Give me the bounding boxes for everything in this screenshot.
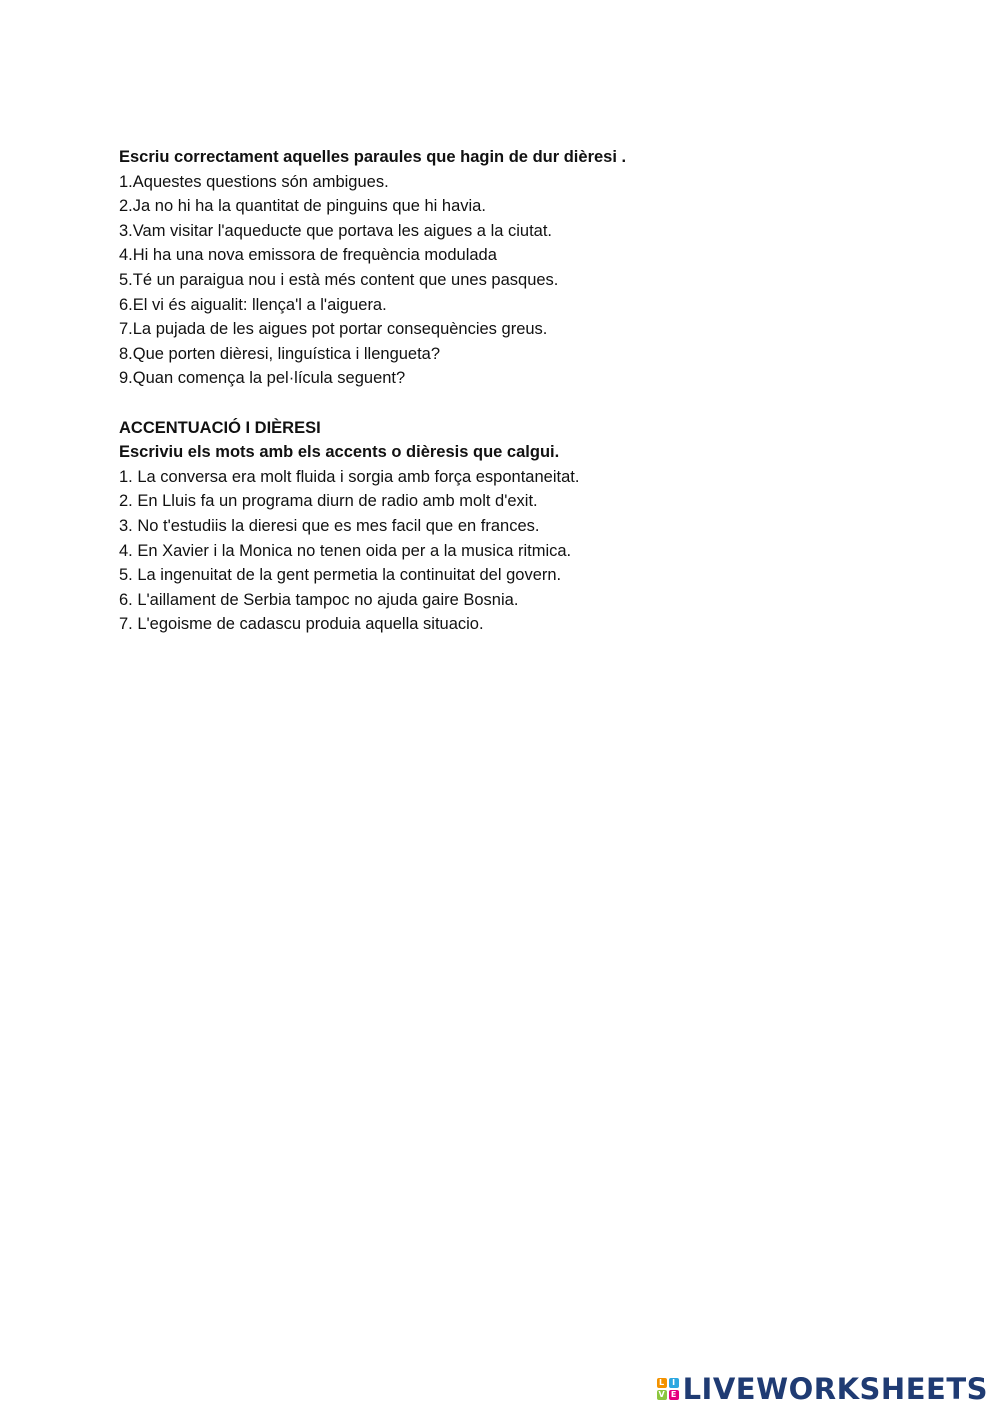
liveworksheets-logo-icon bbox=[657, 1378, 679, 1400]
section1-item-1: 1.Aquestes questions són ambigues. bbox=[119, 172, 389, 191]
logo-letter-l: L bbox=[657, 1378, 667, 1388]
section2-item-3: 3. No t'estudiis la dieresi que es mes facil que en frances. bbox=[119, 516, 540, 535]
logo-letter-v: V bbox=[658, 1390, 665, 1399]
section1-item-5: 5.Té un paraigua nou i està més content que unes pasques. bbox=[119, 270, 559, 289]
section2-item-2: 2. En Lluis fa un programa diurn de radio amb molt d'exit. bbox=[119, 492, 538, 511]
liveworksheets-logo-text: LIVEWORKSHEETS bbox=[682, 1372, 988, 1406]
logo-letter-e: E bbox=[669, 1390, 679, 1400]
section2-title: ACCENTUACIÓ I DIÈRESI bbox=[119, 418, 321, 437]
section1-item-4: 4.Hi ha una nova emissora de frequència modulada bbox=[119, 246, 497, 265]
worksheet-content bbox=[119, 145, 879, 637]
section2-item-1: 1. La conversa era molt fluida i sorgia amb força espontaneitat. bbox=[119, 467, 580, 486]
section2-item-5: 5. La ingenuitat de la gent permetia la continuitat del govern. bbox=[119, 566, 562, 585]
section2-item-6: 6. L'aillament de Serbia tampoc no ajuda gaire Bosnia. bbox=[119, 590, 519, 609]
section1-item-6: 6.El vi és aigualit: llença'l a l'aiguera. bbox=[119, 295, 387, 314]
section2-item-7: 7. L'egoisme de cadascu produia aquella situacio. bbox=[119, 615, 484, 634]
section-spacer bbox=[119, 391, 879, 416]
section1-item-9: 9.Quan comença la pel·lícula seguent? bbox=[119, 369, 406, 388]
section1-item-7: 7.La pujada de les aigues pot portar consequències greus. bbox=[119, 320, 548, 339]
section2-item-4: 4. En Xavier i la Monica no tenen oida per a la musica ritmica. bbox=[119, 541, 572, 560]
section1-heading: Escriu correctament aquelles paraules que hagin de dur dièresi . bbox=[119, 148, 627, 166]
section2-heading: Escriviu els mots amb els accents o dièresis que calgui. bbox=[119, 443, 560, 462]
section1-item-2: 2.Ja no hi ha la quantitat de pinguins que hi havia. bbox=[119, 197, 486, 216]
section1-item-3: 3.Vam visitar l'aqueducte que portava les aigues a la ciutat. bbox=[119, 221, 553, 240]
liveworksheets-logo[interactable] bbox=[657, 1374, 988, 1404]
logo-letter-i: I bbox=[669, 1378, 679, 1388]
section1-item-8: 8.Que porten dièresi, linguística i llengueta? bbox=[119, 344, 441, 363]
